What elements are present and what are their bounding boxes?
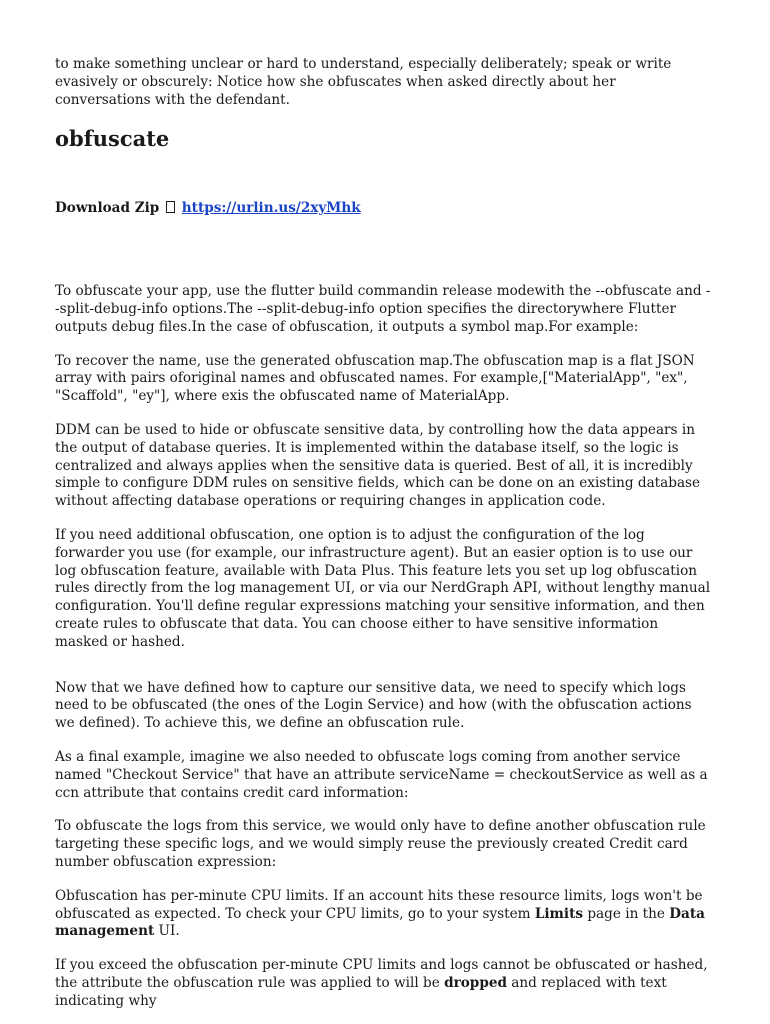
paragraph-ddm: DDM can be used to hide or obfuscate sensitive data, by controlling how the data appears in the output of database queries. It is implemented within the database itself, so the logic is centralized and always applies when the sensitive data is queried. Best of all, it is incredibly simple to configure DDM rules on sensitive fields, which can be done on an existing database without affecting database operations or requiring changes in application code. <box>55 421 701 510</box>
paragraph-exceed <box>55 957 714 1010</box>
exceed-text-2: and replaced with text indicating why <box>55 974 667 1009</box>
paragraph-recover: To recover the name, use the generated obfuscation map.The obfuscation map is a flat JSON array with pairs oforiginal names and obfuscated names. For example,["MaterialApp", "ex", "Scaffold", "ey"], where exis the obfuscated name of MaterialApp. <box>55 352 695 405</box>
download-label: Download Zip <box>55 200 160 217</box>
paragraph-limits <box>55 888 714 941</box>
page-title: obfuscate <box>55 126 170 152</box>
definition-text: to make something unclear or hard to understand, especially deliberately; speak or write evasively or obscurely: Notice how she obfuscates when asked directly about her conversations with the defendant. <box>55 56 672 108</box>
limits-text-3: UI. <box>154 923 180 940</box>
exceed-text-1: If you exceed the obfuscation per-minute CPU limits and logs cannot be obfuscated or hashed, the attribute the obfuscation rule was applied to will be <box>55 957 708 991</box>
limits-text-1: Obfuscation has per-minute CPU limits. If an account hits these resource limits, logs won't be obfuscated as expected. To check your CPU limits, go to your system <box>55 887 703 922</box>
paragraph-reuse: To obfuscate the logs from this service, we would only have to define another obfuscation rule targeting these specific logs, and we would simply reuse the previously created Credit card number obfuscation expression: <box>55 818 706 870</box>
limits-text-2: page in the <box>583 905 670 922</box>
paragraph-final-example: As a final example, imagine we also needed to obfuscate logs coming from another service named "Checkout Service" that have an attribute serviceName = checkoutService as well as a ccn attribute that contains credit card information: <box>55 748 708 801</box>
exceed-bold-1: dropped <box>444 974 507 991</box>
paragraph-additional: If you need additional obfuscation, one option is to adjust the configuration of the log forwarder you use (for example, our infrastructure agent). But an easier option is to use our log obfuscation feature, available with Data Plus. This feature lets you set up log obfuscation rules directly from the log management UI, or via our NerdGraph API, without lengthy manual configuration. You'll define regular expressions matching your sensitive information, and then create rules to obfuscate that data. You can choose either to have sensitive information masked or hashed. <box>55 526 711 650</box>
download-link[interactable]: https://urlin.us/2xyMhk <box>181 200 361 217</box>
paragraph-flutter: To obfuscate your app, use the flutter build commandin release modewith the --obfuscate and --split-debug-info options.The --split-debug-info option specifies the directorywhere Flutter outputs debug files.In the case of obfuscation, it outputs a symbol map.For example: <box>55 283 711 335</box>
paragraph-defined: Now that we have defined how to capture our sensitive data, we need to specify which logs need to be obfuscated (the ones of the Login Service) and how (with the obfuscation actions we defined). To achieve this, we define an obfuscation rule. <box>55 679 692 732</box>
box-icon <box>166 201 175 213</box>
limits-bold-1: Limits <box>534 905 584 922</box>
limits-bold-2: Data management <box>55 905 705 940</box>
download-line <box>55 200 714 218</box>
